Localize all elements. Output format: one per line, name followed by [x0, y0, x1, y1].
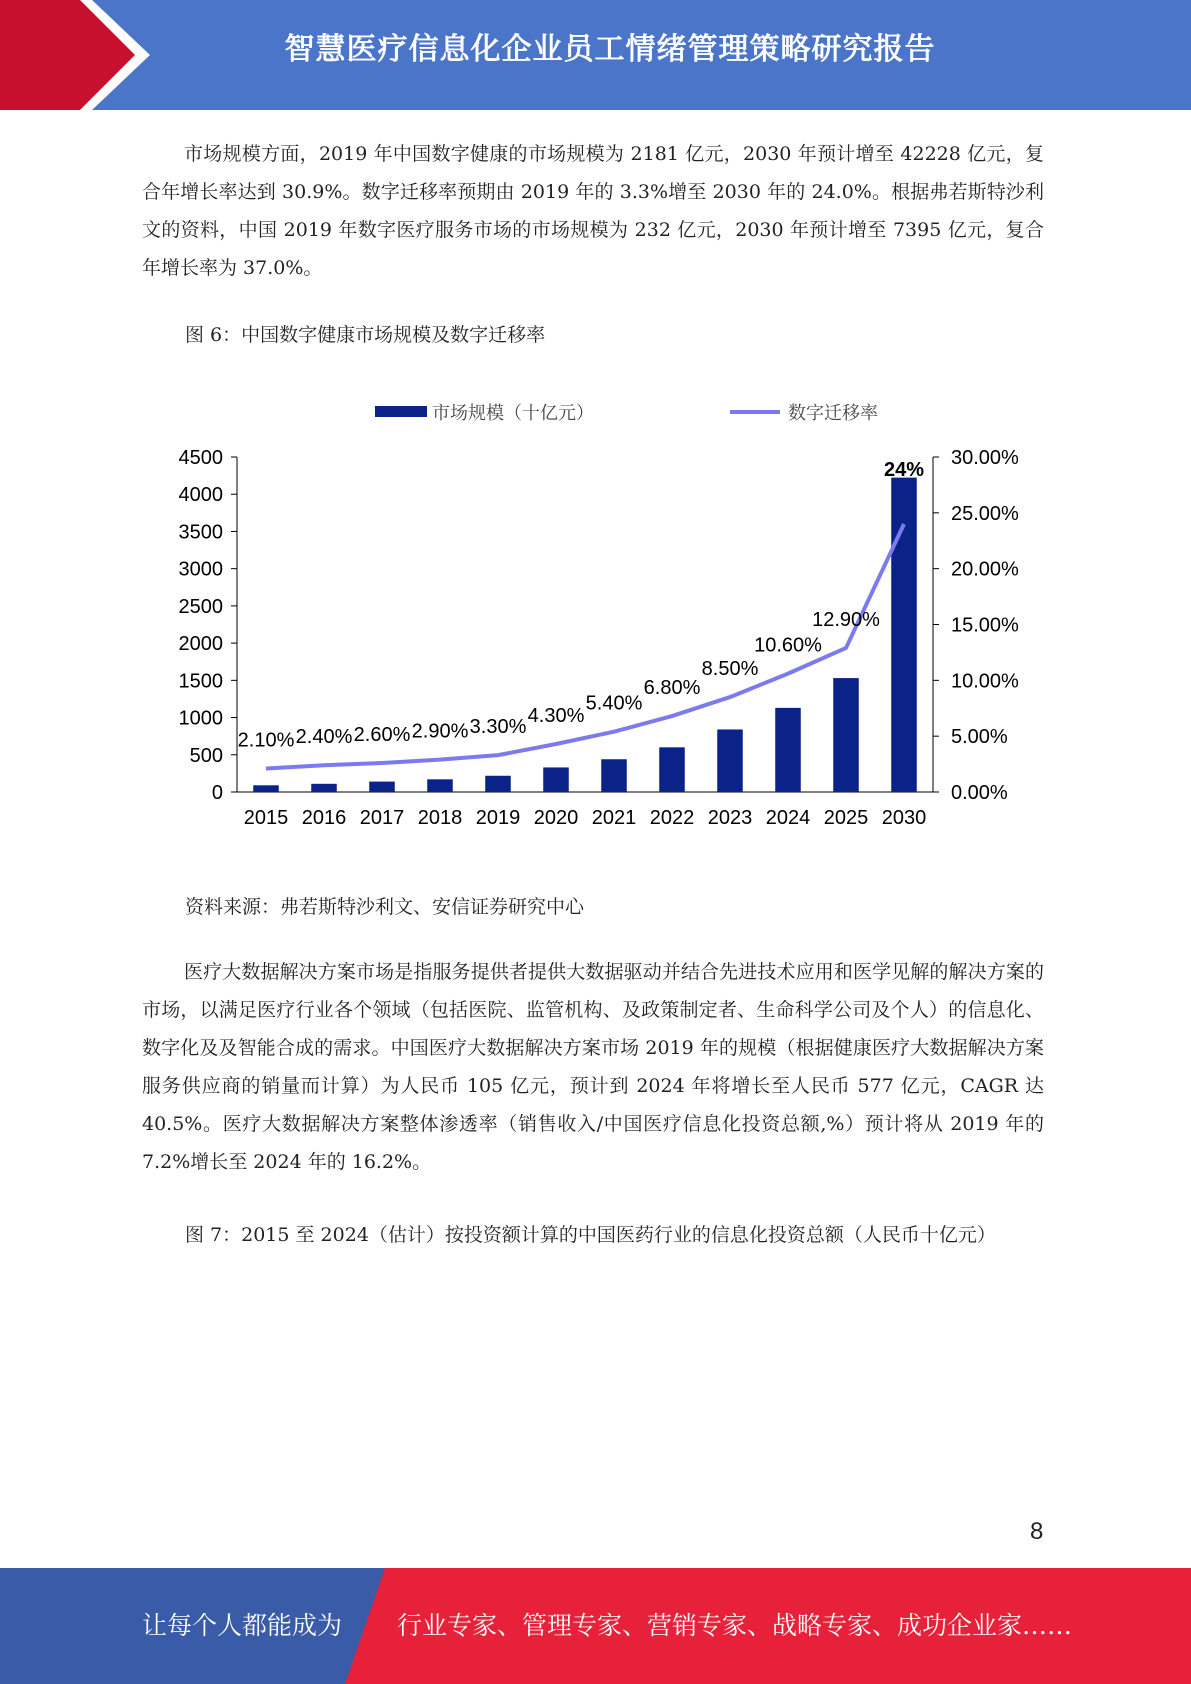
left-tick-label: 0	[211, 782, 223, 804]
left-tick-label: 4500	[178, 447, 223, 469]
right-tick-label: 15.00%	[951, 614, 1019, 637]
data-label: 4.30%	[527, 704, 585, 727]
legend-line-label: 数字迁移率	[788, 403, 878, 423]
right-tick-label: 25.00%	[951, 502, 1019, 525]
market-size-chart	[170, 385, 1100, 840]
x-tick-label: 2023	[707, 807, 753, 829]
legend-bar-swatch	[375, 406, 427, 417]
data-label: 6.80%	[643, 677, 701, 700]
x-tick-label: 2030	[881, 807, 927, 829]
footer-slogan-left: 让每个人都能成为	[142, 1611, 343, 1640]
data-label: 3.30%	[469, 716, 527, 739]
right-tick-label: 20.00%	[951, 558, 1019, 581]
legend-bar-label: 市场规模（十亿元）	[432, 403, 594, 423]
data-label: 5.40%	[585, 692, 643, 715]
data-label: 2.90%	[411, 720, 469, 743]
bar	[717, 729, 743, 792]
figure7-caption: 图 7：2015 至 2024（估计）按投资额计算的中国医药行业的信息化投资总额（人民币十亿元）	[185, 1224, 996, 1246]
data-label: 8.50%	[701, 658, 759, 681]
bar	[311, 784, 337, 792]
bar	[601, 759, 627, 792]
left-tick-label: 2000	[178, 633, 223, 656]
x-tick-label: 2018	[417, 807, 463, 829]
bar	[775, 708, 801, 792]
bar	[253, 785, 279, 792]
x-tick-label: 2021	[591, 807, 637, 829]
x-tick-label: 2025	[823, 807, 869, 829]
right-tick-label: 10.00%	[951, 670, 1019, 693]
left-tick-label: 3500	[178, 521, 223, 544]
left-tick-label: 1500	[178, 670, 223, 693]
chart-line	[238, 459, 925, 769]
right-tick-label: 30.00%	[951, 447, 1019, 469]
chart-legend	[375, 403, 878, 423]
x-tick-label: 2024	[765, 807, 811, 829]
left-tick-label: 500	[189, 744, 223, 767]
report-title: 智慧医疗信息化企业员工情绪管理策略研究报告	[284, 32, 936, 67]
figure6-caption: 图 6：中国数字健康市场规模及数字迁移率	[185, 324, 546, 346]
paragraph-market-size: 市场规模方面，2019 年中国数字健康的市场规模为 2181 亿元，2030 年预计增至 42228 亿元，复合年增长率达到 30.9%。数字迁移率预期由 2019 年的 3.3%增至 2030 年的 24.0%。根据弗若斯特沙利文的资料，中国 2019 年数字医疗服务市场的市场规模为 232 亿元，2030 年预计增至 7395 亿元，复合年增长率为 37.0%。	[142, 143, 1044, 279]
right-tick-label: 0.00%	[951, 782, 1008, 804]
x-tick-label: 2017	[359, 807, 405, 829]
page-footer	[0, 1568, 1191, 1684]
right-tick-label: 5.00%	[951, 726, 1008, 749]
x-tick-label: 2020	[533, 807, 579, 829]
data-label: 10.60%	[754, 634, 822, 657]
bar	[543, 767, 569, 792]
left-tick-label: 1000	[178, 707, 223, 730]
left-tick-label: 4000	[178, 484, 223, 507]
data-label: 24%	[883, 458, 925, 481]
x-tick-label: 2019	[475, 807, 521, 829]
x-tick-label: 2015	[243, 807, 289, 829]
chart-source: 资料来源：弗若斯特沙利文、安信证券研究中心	[185, 896, 585, 918]
data-label: 12.90%	[812, 608, 880, 631]
page-number: 8	[1030, 1518, 1044, 1545]
x-tick-label: 2022	[649, 807, 695, 829]
paragraph-big-data: 医疗大数据解决方案市场是指服务提供者提供大数据驱动并结合先进技术应用和医学见解的解决方案的市场，以满足医疗行业各个领域（包括医院、监管机构、及政策制定者、生命科学公司及个人）的信息化、数字化及及智能合成的需求。中国医疗大数据解决方案市场 2019 年的规模（根据健康医疗大数据解决方案服务供应商的销量而计算）为人民币 105 亿元，预计到 2024 年将增长至人民币 577 亿元，CAGR 达 40.5%。医疗大数据解决方案整体渗透率（销售收入/中国医疗信息化投资总额,%）预计将从 2019 年的 7.2%增长至 2024 年的 16.2%。	[142, 961, 1044, 1173]
bar	[485, 776, 511, 792]
data-label: 2.40%	[295, 726, 353, 749]
x-tick-label: 2016	[301, 807, 347, 829]
data-label: 2.10%	[237, 729, 295, 752]
left-tick-label: 3000	[178, 558, 223, 581]
footer-slogan-right: 行业专家、管理专家、营销专家、战略专家、成功企业家……	[397, 1611, 1073, 1640]
left-tick-label: 2500	[178, 595, 223, 618]
bar	[659, 747, 685, 792]
bar	[833, 678, 859, 792]
page-header	[0, 0, 1191, 110]
data-label: 2.60%	[353, 723, 411, 746]
bar	[369, 782, 395, 792]
header-chevron-decoration	[0, 0, 170, 110]
bar	[427, 779, 453, 792]
